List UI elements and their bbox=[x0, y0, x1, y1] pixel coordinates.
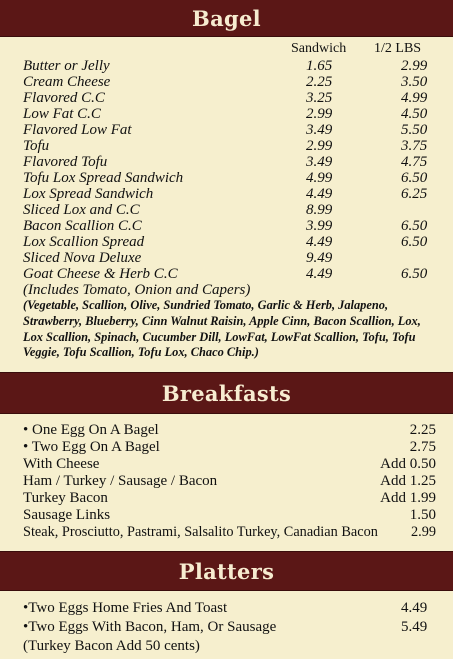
item-price: Add 1.99 bbox=[380, 490, 436, 506]
menu-item bbox=[0, 58, 453, 74]
item-name: Turkey Bacon bbox=[23, 490, 108, 506]
menu-item bbox=[0, 218, 453, 234]
bagel-section-header bbox=[0, 0, 453, 36]
item-name: Sliced Lox and C.C bbox=[23, 202, 140, 218]
half-pound-price: 5.50 bbox=[401, 122, 428, 138]
half-pound-price: 2.99 bbox=[401, 58, 428, 74]
item-name: Flavored Tofu bbox=[23, 154, 108, 170]
sandwich-price: 4.49 bbox=[306, 234, 333, 250]
item-name: Steak, Prosciutto, Pastrami, Salsalito Turkey, Canadian Bacon bbox=[23, 524, 378, 540]
item-name: • Two Egg On A Bagel bbox=[23, 439, 160, 455]
menu-item bbox=[0, 250, 453, 266]
sandwich-price: 1.65 bbox=[306, 58, 333, 74]
sandwich-price: 4.49 bbox=[306, 186, 333, 202]
half-pound-price: 4.50 bbox=[401, 106, 428, 122]
menu-item bbox=[0, 74, 453, 90]
item-price: 2.75 bbox=[409, 439, 436, 455]
menu-item bbox=[0, 473, 453, 490]
divider bbox=[0, 590, 453, 591]
item-name: • One Egg On A Bagel bbox=[23, 422, 159, 438]
item-name: (Includes Tomato, Onion and Capers) bbox=[23, 282, 251, 298]
item-name: Lox Spread Sandwich bbox=[23, 186, 154, 202]
platters-title: Platters bbox=[178, 559, 275, 584]
item-name: Goat Cheese & Herb C.C bbox=[23, 266, 178, 282]
menu-item bbox=[0, 439, 453, 456]
divider bbox=[0, 36, 453, 37]
sandwich-column-header: Sandwich bbox=[291, 41, 347, 56]
menu-item bbox=[0, 507, 453, 524]
item-name: Ham / Turkey / Sausage / Bacon bbox=[23, 473, 218, 489]
menu-item bbox=[0, 234, 453, 250]
menu-item bbox=[0, 618, 453, 637]
item-name: Lox Scallion Spread bbox=[23, 234, 145, 250]
sandwich-price: 4.49 bbox=[306, 266, 333, 282]
half-pound-price: 3.50 bbox=[401, 74, 428, 90]
item-price: 4.49 bbox=[401, 600, 428, 616]
item-name: Flavored Low Fat bbox=[23, 122, 132, 138]
menu-item bbox=[0, 90, 453, 106]
menu-item bbox=[0, 106, 453, 122]
menu-item bbox=[0, 456, 453, 473]
item-name: Tofu bbox=[23, 138, 50, 154]
breakfasts-title: Breakfasts bbox=[161, 381, 292, 406]
menu-item bbox=[0, 202, 453, 218]
item-name: Cream Cheese bbox=[23, 74, 111, 90]
item-name: •Two Eggs With Bacon, Ham, Or Sausage bbox=[23, 619, 277, 635]
item-name: With Cheese bbox=[23, 456, 100, 472]
half-pound-price: 4.99 bbox=[401, 90, 428, 106]
item-name: Flavored C.C bbox=[23, 90, 105, 106]
divider bbox=[0, 413, 453, 414]
menu-item bbox=[0, 122, 453, 138]
item-name: Sausage Links bbox=[23, 507, 111, 523]
item-price: Add 1.25 bbox=[380, 473, 436, 489]
menu-item-note bbox=[0, 282, 453, 298]
item-name: Sliced Nova Deluxe bbox=[23, 250, 142, 266]
half-pound-price: 6.50 bbox=[401, 218, 428, 234]
sandwich-price: 2.99 bbox=[306, 106, 333, 122]
half-pound-price: 6.50 bbox=[401, 234, 428, 250]
sandwich-price: 3.49 bbox=[306, 122, 333, 138]
sandwich-price: 2.99 bbox=[306, 138, 333, 154]
menu-item bbox=[0, 154, 453, 170]
sandwich-price: 3.99 bbox=[306, 218, 333, 234]
sandwich-price: 8.99 bbox=[306, 202, 333, 218]
menu-item bbox=[0, 490, 453, 507]
half-pound-price: 6.25 bbox=[401, 186, 428, 202]
menu-item bbox=[0, 422, 453, 439]
breakfasts-section-header bbox=[0, 373, 453, 413]
half-pound-column-header: 1/2 LBS bbox=[374, 41, 422, 56]
menu-item bbox=[0, 186, 453, 202]
item-name: Butter or Jelly bbox=[23, 58, 110, 74]
sandwich-price: 4.99 bbox=[306, 170, 333, 186]
half-pound-price: 3.75 bbox=[401, 138, 428, 154]
menu-item bbox=[0, 599, 453, 618]
sandwich-price: 2.25 bbox=[306, 74, 333, 90]
item-name: Bacon Scallion C.C bbox=[23, 218, 142, 234]
item-price: 1.50 bbox=[409, 507, 436, 523]
sandwich-price: 9.49 bbox=[306, 250, 333, 266]
item-name: Low Fat C.C bbox=[23, 106, 101, 122]
menu-item bbox=[0, 524, 453, 541]
menu-item bbox=[0, 138, 453, 154]
half-pound-price: 4.75 bbox=[401, 154, 428, 170]
sandwich-price: 3.25 bbox=[306, 90, 333, 106]
item-price: Add 0.50 bbox=[380, 456, 436, 472]
bagel-title: Bagel bbox=[192, 6, 261, 31]
item-name: •Two Eggs Home Fries And Toast bbox=[23, 600, 228, 616]
menu-item bbox=[0, 266, 453, 282]
half-pound-price: 6.50 bbox=[401, 170, 428, 186]
menu-item-note bbox=[0, 637, 453, 656]
menu-item bbox=[0, 170, 453, 186]
cream-cheese-flavors-note: (Vegetable, Scallion, Olive, Sundried Tomato, Garlic & Herb, Jalapeno, Strawberry, Blueberry, Cinn Walnut Raisin, Apple Cinn, Bacon Scallion, Lox, Lox Scallion, Spinach, Cucumber Dill, LowFat, LowFat Scallion, Tofu, Tofu Veggie, Tofu Scallion, Tofu Lox, Chaco Chip.) bbox=[23, 298, 421, 360]
item-name: Tofu Lox Spread Sandwich bbox=[23, 170, 184, 186]
item-price: 5.49 bbox=[401, 619, 428, 635]
platters-section-header bbox=[0, 552, 453, 590]
sandwich-price: 3.49 bbox=[306, 154, 333, 170]
item-price: 2.99 bbox=[410, 524, 436, 540]
item-price: 2.25 bbox=[409, 422, 436, 438]
half-pound-price: 6.50 bbox=[401, 266, 428, 282]
item-name: (Turkey Bacon Add 50 cents) bbox=[23, 638, 200, 654]
